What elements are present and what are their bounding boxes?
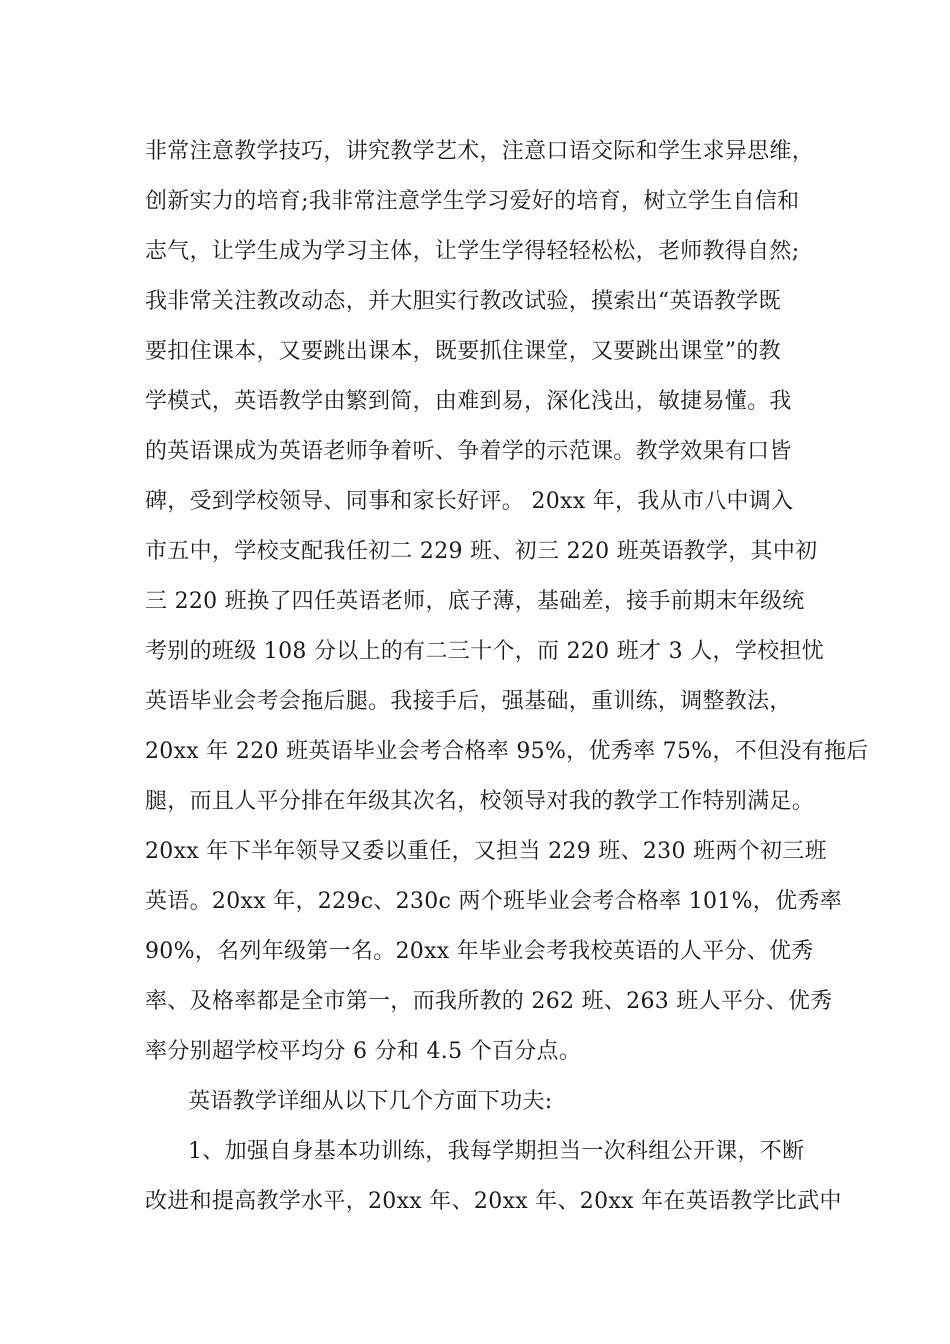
paragraph-first-line: 1、加强自身基本功训练，我每学期担当一次科组公开课，不断 bbox=[188, 1139, 805, 1164]
text-line: 英语毕业会考会拖后腿。我接手后，强基础，重训练，调整教法， bbox=[145, 689, 792, 714]
text-line: 要扣住课本，又要跳出课本，既要抓住课堂，又要跳出课堂”的教 bbox=[145, 339, 781, 364]
text-line: 改进和提高教学水平，20xx 年、20xx 年、20xx 年在英语教学比武中 bbox=[145, 1189, 842, 1214]
text-line: 创新实力的培育;我非常注意学生学习爱好的培育，树立学生自信和 bbox=[145, 189, 800, 214]
text-line: 腿，而且人平分排在年级其次名，校领导对我的教学工作特别满足。 bbox=[145, 789, 815, 814]
paragraph-first-line: 英语教学详细从以下几个方面下功夫: bbox=[188, 1089, 553, 1114]
text-line: 市五中，学校支配我任初二 229 班、初三 220 班英语教学，其中初 bbox=[145, 539, 818, 564]
text-line: 非常注意教学技巧，讲究教学艺术，注意口语交际和学生求异思维， bbox=[145, 139, 815, 164]
text-line: 志气，让学生成为学习主体，让学生学得轻轻松松，老师教得自然; bbox=[145, 239, 800, 264]
text-line: 学模式，英语教学由繁到简，由难到易，深化浅出，敏捷易懂。我 bbox=[145, 389, 792, 414]
text-line: 英语。20xx 年，229c、230c 两个班毕业会考合格率 101%，优秀率 bbox=[145, 889, 843, 914]
text-line: 90%，名列年级第一名。20xx 年毕业会考我校英语的人平分、优秀 bbox=[145, 939, 814, 964]
text-line: 我非常关注教改动态，并大胆实行教改试验，摸索出“英语教学既 bbox=[145, 289, 781, 314]
text-line: 三 220 班换了四任英语老师，底子薄，基础差，接手前期末年级统 bbox=[145, 589, 805, 614]
text-line: 碑，受到学校领导、同事和家长好评。 20xx 年，我从市八中调入 bbox=[145, 489, 794, 514]
text-line: 考别的班级 108 分以上的有二三十个，而 220 班才 3 人，学校担忧 bbox=[145, 639, 825, 664]
text-line: 率分别超学校平均分 6 分和 4.5 个百分点。 bbox=[145, 1039, 582, 1064]
text-line: 20xx 年下半年领导又委以重任，又担当 229 班、230 班两个初三班 bbox=[145, 839, 827, 864]
text-line: 的英语课成为英语老师争着听、争着学的示范课。教学效果有口皆 bbox=[145, 439, 792, 464]
text-line: 率、及格率都是全市第一，而我所教的 262 班、263 班人平分、优秀 bbox=[145, 989, 833, 1014]
text-line: 20xx 年 220 班英语毕业会考合格率 95%，优秀率 75%，不但没有拖后 bbox=[145, 739, 869, 764]
